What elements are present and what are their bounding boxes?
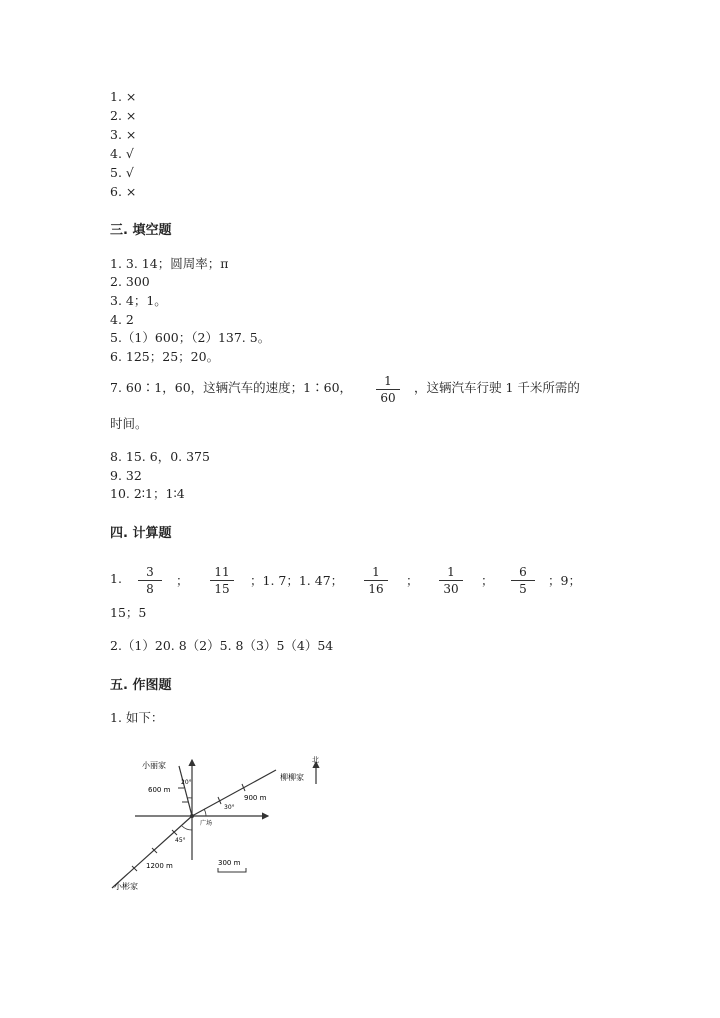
- answer-line: 6. 125；25；20。: [110, 349, 220, 364]
- fraction-denominator: 16: [368, 582, 384, 596]
- fraction-bar: [138, 580, 162, 581]
- fraction-denominator: 5: [519, 582, 527, 596]
- fraction: [364, 565, 388, 596]
- label-distance: 1200 m: [146, 862, 173, 870]
- label-xiaobin: 小彬家: [114, 882, 138, 891]
- answer-line: 5.（1）600；（2）137. 5。: [110, 330, 271, 345]
- fraction-numerator: 1: [447, 565, 455, 579]
- answer-line: 8. 15. 6，0. 375: [110, 449, 210, 464]
- separator: ；: [406, 573, 419, 588]
- answer-line: 时间。: [110, 416, 148, 431]
- fraction-bar: [439, 580, 463, 581]
- angle-arc: [204, 809, 206, 816]
- fraction-numerator: 11: [214, 565, 230, 579]
- answer-line: 15；5: [110, 605, 147, 620]
- label-distance: 600 m: [148, 786, 171, 794]
- label-scale: 300 m: [218, 859, 241, 867]
- separator: ；: [481, 573, 494, 588]
- label-angle: 45°: [175, 837, 186, 844]
- label-xiaoli: 小丽家: [142, 761, 166, 770]
- direction-diagram: [100, 750, 340, 900]
- answer-line: 5. √: [110, 165, 134, 180]
- fraction-bar: [210, 580, 234, 581]
- label-liuliu: 柳柳家: [280, 773, 304, 782]
- label-north: 北: [312, 756, 319, 764]
- answer-line: ，这辆汽车行驶 1 千米所需的: [414, 380, 580, 395]
- answer-line: 4. √: [110, 146, 134, 161]
- label-distance: 900 m: [244, 794, 267, 802]
- answer-line: 2.（1）20. 8（2）5. 8（3）5（4）54: [110, 638, 334, 653]
- fraction: [511, 565, 535, 596]
- answer-line: 3. 4；1。: [110, 293, 167, 308]
- answer-text: ；1. 7；1. 47；: [250, 573, 344, 588]
- section-title: 五. 作图题: [110, 678, 172, 693]
- answer-line: 9. 32: [110, 468, 142, 483]
- answer-line: 1. 如下：: [110, 710, 164, 725]
- fraction-numerator: 1: [384, 374, 392, 388]
- fraction: [210, 565, 234, 596]
- fraction-denominator: 8: [146, 582, 154, 596]
- center-point: [190, 814, 194, 818]
- answer-line: 10. 2∶1；1∶4: [110, 486, 185, 501]
- fraction-bar: [364, 580, 388, 581]
- label-angle: 20°: [181, 779, 192, 786]
- answer-line: 7. 60∶1，60，这辆汽车的速度；1∶60，: [110, 380, 353, 395]
- separator: ；: [176, 573, 189, 588]
- answer-line: 1.: [110, 571, 122, 586]
- fraction-denominator: 60: [380, 391, 396, 405]
- section-title: 三. 填空题: [110, 223, 172, 238]
- answer-line: 2. 300: [110, 274, 150, 289]
- fraction: [439, 565, 463, 596]
- answer-line: 6. ×: [110, 184, 137, 199]
- answer-line: 3. ×: [110, 127, 137, 142]
- label-center: 广场: [200, 820, 213, 827]
- answer-line: 2. ×: [110, 108, 137, 123]
- fraction-denominator: 30: [443, 582, 459, 596]
- fraction: [376, 374, 400, 405]
- angle-arc: [182, 826, 192, 830]
- scale-bar: [218, 868, 246, 872]
- answer-line: 1. 3. 14；圆周率；π: [110, 256, 229, 271]
- answer-line: 1. ×: [110, 89, 137, 104]
- section-title: 四. 计算题: [110, 526, 172, 541]
- label-angle: 30°: [224, 804, 235, 811]
- fraction-denominator: 15: [214, 582, 230, 596]
- fraction-numerator: 6: [519, 565, 527, 579]
- ray-xiaoli: [179, 766, 192, 816]
- answer-line: 4. 2: [110, 312, 134, 327]
- fraction: [138, 565, 162, 596]
- fraction-bar: [511, 580, 535, 581]
- answer-text: ；9；: [548, 573, 581, 588]
- fraction-numerator: 3: [146, 565, 154, 579]
- fraction-numerator: 1: [372, 565, 380, 579]
- ray-xiaobin: [112, 816, 192, 888]
- fraction-bar: [376, 389, 400, 390]
